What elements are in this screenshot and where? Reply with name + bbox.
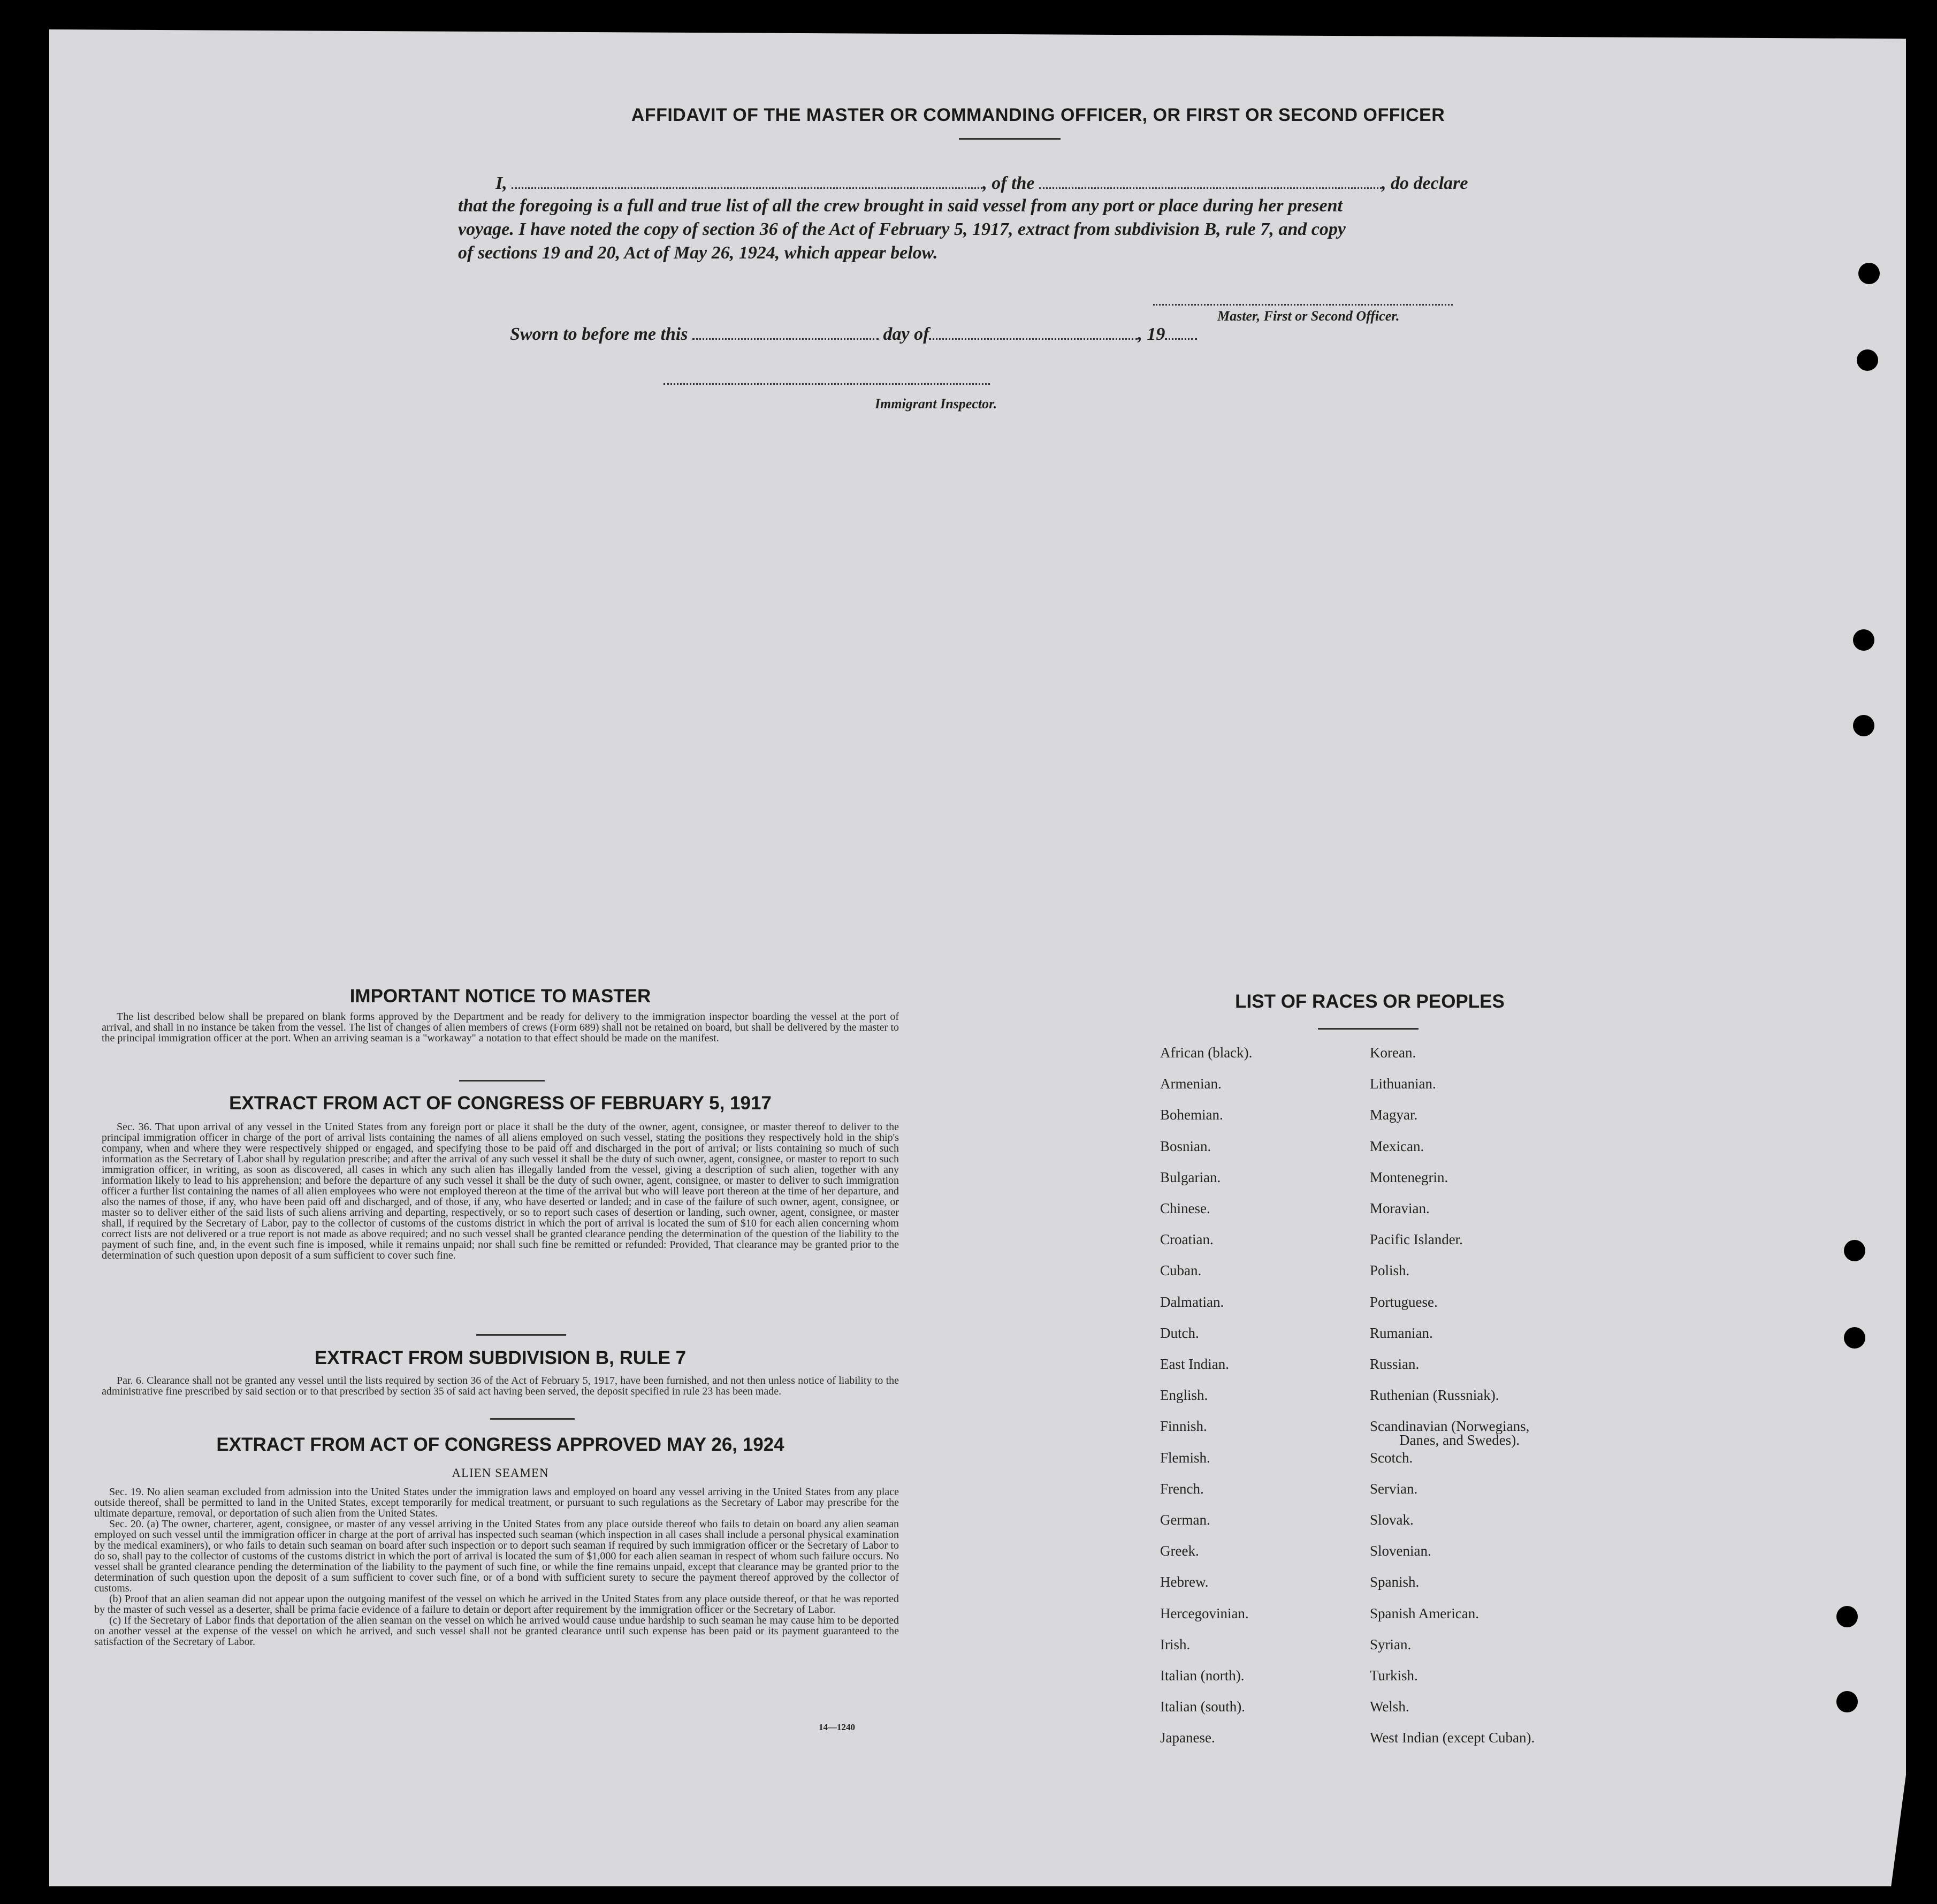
do-declare-label: , do declare xyxy=(1382,173,1468,193)
race-left-item: Hercegovinian. xyxy=(1160,1605,1249,1621)
race-right-item: Slovenian. xyxy=(1370,1543,1431,1559)
sworn-day-field[interactable] xyxy=(692,323,879,340)
affidavit-line-2: that the foregoing is a full and true list of all the crew brought in said vessel from any port or place during her present xyxy=(458,196,1343,216)
race-left-item: Irish. xyxy=(1160,1636,1191,1652)
race-right-item: Scandinavian (Norwegians, xyxy=(1370,1418,1530,1434)
race-right-item: Syrian. xyxy=(1370,1636,1412,1652)
section-20b-paragraph: (b) Proof that an alien seaman did not appear upon the outgoing manifest of the vessel on which he arrived in the United States from any place outside thereof, or that he was reported by the master of such vessel as a deserter, shall be prima facie evidence of a failure to detain or deport after requirement by the immigration officer or the Secretary of Labor. xyxy=(94,1593,899,1616)
race-right-item: Montenegrin. xyxy=(1370,1169,1448,1185)
race-left-item: Italian (north). xyxy=(1160,1667,1245,1684)
binder-hole xyxy=(1844,1327,1865,1349)
i-label: I, xyxy=(495,173,507,193)
binder-hole xyxy=(1853,629,1874,651)
officer-name-field[interactable] xyxy=(512,172,982,189)
section-20a-paragraph: Sec. 20. (a) The owner, charterer, agent, consignee, or master of any vessel arriving in the United States from any place outside thereof who fails to detain on board any alien seaman employed on such vessel until the immigration officer in charge at the port of arrival has inspected such seaman (which inspection in all cases shall include a personal physical examination by the medical examiners), or who fails to detain such seaman on board after such inspection or to deport such seaman if required by such immigration officer or the Secretary of Labor to do so, shall pay to the collector of customs of the customs district in which the port of arrival is located the sum of $1,000 for each alien seaman in respect of whom such failure occurs. No vessel shall be granted clearance pending the determination of the liability to the payment of such fine, or while the fine remains unpaid, except that clearance may be granted prior to the determination of such question upon the deposit of a sum sufficient to cover such fine, or of a bond with sufficient surety to secure the payment thereof approved by the collector of customs. xyxy=(94,1518,899,1594)
race-left-item: Japanese. xyxy=(1160,1730,1215,1746)
race-left-item: Croatian. xyxy=(1160,1231,1214,1247)
race-right-item: Russian. xyxy=(1370,1356,1420,1372)
binder-hole xyxy=(1857,349,1878,371)
year-label: , 19 xyxy=(1138,324,1165,344)
race-right-item: Pacific Islander. xyxy=(1370,1231,1463,1247)
sworn-label: Sworn to before me this xyxy=(510,324,688,344)
master-signature-field[interactable] xyxy=(1153,289,1453,306)
extract-1917-divider xyxy=(476,1334,566,1336)
race-left-item: Bosnian. xyxy=(1160,1138,1211,1154)
race-right-item: Ruthenian (Russniak). xyxy=(1370,1387,1499,1403)
binder-hole xyxy=(1836,1691,1858,1712)
section-19-paragraph: Sec. 19. No alien seaman excluded from admission into the United States under the immigration laws and employed on board any vessel arriving in the United States from any place outside thereof, shall be permitted to land in the United States, except temporarily for medical treatment, or pursuant to such regulations as the Secretary of Labor may prescribe for the ultimate departure, removal, or deportation of such alien from the United States. xyxy=(94,1486,899,1519)
rule7-title: EXTRACT FROM SUBDIVISION B, RULE 7 xyxy=(314,1347,687,1368)
races-title: LIST OF RACES OR PEOPLES xyxy=(1235,991,1505,1012)
notice-paragraph: The list described below shall be prepared on blank forms approved by the Department and be ready for delivery to the immigration inspector boarding the vessel at the port of arrival, and shall in no instance be taken from the vessel. The list of changes of alien members of crews (Form 689) shall not be retained on board, but shall be delivered by the master to the principal immigration officer at the port. When an arriving seaman is a "workaway" a notation to that effect should be made on the manifest. xyxy=(102,1011,899,1044)
race-left-item: Armenian. xyxy=(1160,1076,1222,1092)
race-scandinavian-continuation: Danes, and Swedes). xyxy=(1399,1432,1520,1448)
vessel-field[interactable] xyxy=(1039,172,1382,189)
race-right-item: Spanish American. xyxy=(1370,1605,1479,1621)
race-right-item: Magyar. xyxy=(1370,1107,1418,1123)
race-left-item: East Indian. xyxy=(1160,1356,1229,1372)
race-right-item: Scotch. xyxy=(1370,1450,1413,1466)
rule7-text xyxy=(102,1375,899,1397)
affidavit-title: AFFIDAVIT OF THE MASTER OR COMMANDING OFFICER, OR FIRST OR SECOND OFFICER xyxy=(631,105,1445,125)
race-left-item: Chinese. xyxy=(1160,1200,1210,1216)
race-right-item: Moravian. xyxy=(1370,1200,1430,1216)
race-left-item: Hebrew. xyxy=(1160,1574,1209,1590)
race-right-item: Lithuanian. xyxy=(1370,1076,1436,1092)
extract-1924-text xyxy=(94,1487,899,1647)
section-20c-paragraph: (c) If the Secretary of Labor finds that deportation of the alien seaman on the vessel on which he arrived would cause undue hardship to such seaman he may cause him to be deported on another vessel at the expense of the vessel on which he arrived, and such vessel shall not be granted clearance until such expense has been paid or its payment guaranteed to the satisfaction of the Secretary of Labor. xyxy=(94,1614,899,1648)
binder-hole xyxy=(1858,263,1880,284)
races-divider xyxy=(1318,1028,1419,1030)
sworn-year-field[interactable] xyxy=(1165,323,1197,340)
race-left-item: African (black). xyxy=(1160,1045,1253,1061)
extract-1917-text xyxy=(102,1122,899,1261)
race-left-item: Italian (south). xyxy=(1160,1699,1245,1715)
extract-1917-title: EXTRACT FROM ACT OF CONGRESS OF FEBRUARY 5, 1917 xyxy=(229,1093,772,1114)
race-left-item: English. xyxy=(1160,1387,1208,1403)
race-left-item: Dalmatian. xyxy=(1160,1294,1224,1310)
section-36-paragraph: Sec. 36. That upon arrival of any vessel in the United States from any foreign port or place it shall be the duty of the owner, agent, consignee, or master thereof to deliver to the principal immigration officer in charge of the port of arrival lists containing the names of all aliens employed on such vessel, stating the positions they respectively hold in the ship's company, when and where they were respectively shipped or engaged, and specifying those to be paid off and discharged in the port of arrival; or lists containing so much of such information as the Secretary of Labor shall by regulation prescribe; and after the arrival of any such vessel it shall be the duty of such owner, agent, consignee, or master to report to such immigration officer, in writing, as soon as discovered, all cases in which any such alien has illegally landed from the vessel, giving a description of such alien, together with any information likely to lead to his apprehension; and before the departure of any such vessel it shall be the duty of such owner, agent, consignee, or master to deliver to such immigration officer a further list containing the names of all alien employees who were not employed thereon at the time of the arrival but who will leave port thereon at the time of her departure, and also the names of those, if any, who have been paid off and discharged, and of those, if any, who have deserted or landed; and in case of the failure of such owner, agent, consignee, or master so to deliver either of the said lists of such aliens arriving and departing, respectively, or so to report such cases of desertion or landing, such owner, agent, consignee, or master shall, if required by the Secretary of Labor, pay to the collector of customs of the customs district in which the port of arrival is located the sum of $10 for each alien concerning whom correct lists are not delivered or a true report is not made as above required; and no such vessel shall be granted clearance pending the determination of the question of the liability to the payment of such fine, and, in the event such fine is imposed, while it remains unpaid; nor shall such fine be remitted or refunded: Provided, That clearance may be granted prior to the determination of such question upon deposit of a sum sufficient to cover such fine. xyxy=(102,1121,899,1261)
race-right-item: Mexican. xyxy=(1370,1138,1424,1154)
race-right-item: Portuguese. xyxy=(1370,1294,1438,1310)
race-right-item: Welsh. xyxy=(1370,1699,1409,1715)
race-right-item: West Indian (except Cuban). xyxy=(1370,1730,1535,1746)
binder-hole xyxy=(1853,715,1874,736)
race-left-item: Dutch. xyxy=(1160,1325,1199,1341)
extract-1924-title: EXTRACT FROM ACT OF CONGRESS APPROVED MAY 26, 1924 xyxy=(216,1434,784,1455)
race-left-item: Flemish. xyxy=(1160,1450,1210,1466)
notice-divider xyxy=(459,1080,545,1082)
title-divider xyxy=(959,138,1061,140)
affidavit-line-1 xyxy=(495,172,1496,194)
race-left-item: Finnish. xyxy=(1160,1418,1207,1434)
notice-title: IMPORTANT NOTICE TO MASTER xyxy=(349,986,651,1007)
binder-hole xyxy=(1844,1240,1865,1261)
race-left-item: Cuban. xyxy=(1160,1262,1202,1278)
race-left-item: Bohemian. xyxy=(1160,1107,1223,1123)
rule7-paragraph: Par. 6. Clearance shall not be granted any vessel until the lists required by section 36 of the Act of February 5, 1917, have been furnished, and not then unless notice of liability to the administrative fine prescribed by said section or to that prescribed by section 35 of said act having been served, the deposit specified in rule 23 has been made. xyxy=(102,1375,899,1397)
rule7-divider xyxy=(490,1418,575,1420)
race-right-item: Polish. xyxy=(1370,1262,1410,1278)
alien-seamen-subtitle: ALIEN SEAMEN xyxy=(452,1466,549,1480)
of-the-label: , of the xyxy=(982,173,1035,193)
race-left-item: Bulgarian. xyxy=(1160,1169,1221,1185)
affidavit-line-4: of sections 19 and 20, Act of May 26, 1924, which appear below. xyxy=(458,243,938,263)
inspector-label: Immigrant Inspector. xyxy=(875,396,997,412)
race-right-item: Spanish. xyxy=(1370,1574,1420,1590)
sworn-line xyxy=(510,323,1197,345)
race-left-item: French. xyxy=(1160,1481,1204,1497)
inspector-signature-field[interactable] xyxy=(664,368,990,385)
day-of-label: day of xyxy=(883,324,929,344)
race-right-item: Slovak. xyxy=(1370,1512,1414,1528)
race-right-item: Turkish. xyxy=(1370,1667,1418,1684)
race-left-item: German. xyxy=(1160,1512,1210,1528)
race-right-item: Servian. xyxy=(1370,1481,1418,1497)
master-label: Master, First or Second Officer. xyxy=(1217,308,1400,324)
binder-hole xyxy=(1836,1606,1858,1627)
sworn-month-field[interactable] xyxy=(929,323,1138,340)
form-number: 14—1240 xyxy=(819,1722,855,1732)
race-left-item: Greek. xyxy=(1160,1543,1199,1559)
notice-text xyxy=(102,1011,899,1044)
race-right-item: Korean. xyxy=(1370,1045,1416,1061)
affidavit-line-3: voyage. I have noted the copy of section 36 of the Act of February 5, 1917, extract from subdivision B, rule 7, and copy xyxy=(458,219,1346,239)
race-right-item: Rumanian. xyxy=(1370,1325,1433,1341)
